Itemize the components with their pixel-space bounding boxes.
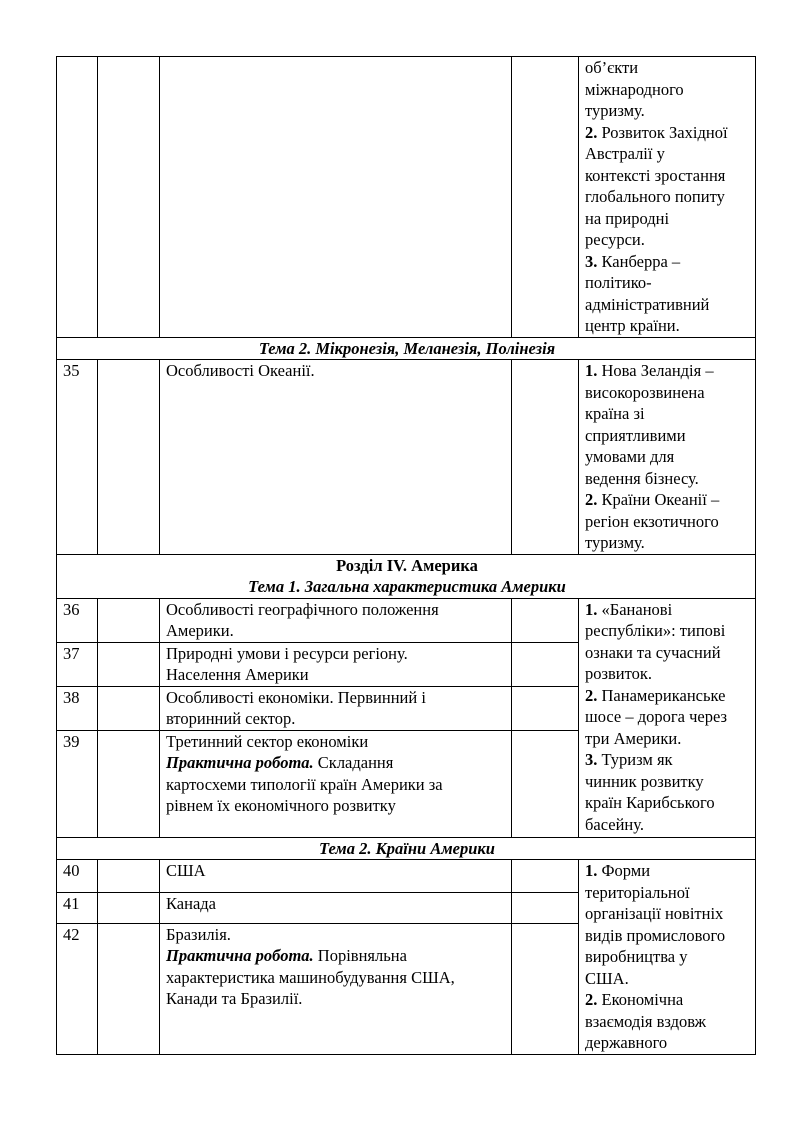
cell-date: [98, 598, 160, 642]
note-item: 1. Форми: [585, 861, 651, 880]
cell-topic: [160, 686, 512, 730]
note-line: виробництва у: [585, 947, 688, 966]
cell-topic: [160, 642, 512, 686]
note-line: державного: [585, 1033, 668, 1052]
note-line: міжнародного: [585, 79, 684, 99]
topic-line: характеристика машинобудування США,: [166, 967, 455, 987]
note-line: три Америки.: [585, 728, 682, 748]
cell-extra: [512, 642, 579, 686]
topic-title: Тема 1. Загальна характеристика Америки: [248, 577, 566, 596]
note-line: ознаки та сучасний: [585, 642, 721, 662]
note-line: сприятливими: [585, 425, 686, 445]
cell-extra: [512, 360, 579, 555]
curriculum-table: [56, 56, 756, 1055]
topic-line: Населення Америки: [166, 665, 309, 684]
table-row: [57, 360, 756, 555]
table-row: [57, 598, 756, 642]
cell-num: 40: [57, 860, 98, 893]
topic-line: Третинний сектор економіки: [166, 731, 369, 751]
cell-num: 35: [57, 360, 98, 555]
table-row-continued: [57, 57, 756, 338]
cell-num: 39: [57, 730, 98, 837]
note-line: контексті зростання: [585, 165, 726, 185]
note-line: умовами для: [585, 447, 675, 466]
topic-title: Тема 2. Мікронезія, Меланезія, Полінезія: [57, 337, 756, 360]
table-row: [57, 860, 756, 893]
note-item: 2. Панамериканське: [585, 685, 726, 705]
note-line: високорозвинена: [585, 382, 705, 402]
note-item: 2. Розвиток Західної: [585, 122, 728, 142]
note-item: 1. «Бананові: [585, 599, 673, 619]
note-item: 3. Канберра –: [585, 251, 681, 271]
note-line: політико-: [585, 273, 652, 292]
note-line: об’єкти: [585, 58, 639, 77]
cell-date: [98, 923, 160, 1054]
cell-topic: США: [160, 860, 512, 893]
topic-line: Особливості географічного положення: [166, 599, 439, 619]
note-line: розвиток.: [585, 664, 653, 683]
cell-extra: [512, 893, 579, 924]
note-line: країн Карибського: [585, 793, 715, 812]
cell-num: 36: [57, 598, 98, 642]
note-line: регіон екзотичного: [585, 511, 719, 531]
topic-line: Канади та Бразилії.: [166, 989, 303, 1008]
note-line: Австралії у: [585, 144, 665, 163]
note-line: туризму.: [585, 101, 645, 120]
cell-topic: [160, 730, 512, 837]
cell-date: [98, 360, 160, 555]
note-line: басейну.: [585, 814, 644, 834]
practical-work: Практична робота. Складання: [166, 753, 394, 772]
cell-topic: [160, 57, 512, 338]
note-line: центр країни.: [585, 316, 680, 335]
topic-title: Тема 2. Країни Америки: [57, 837, 756, 860]
cell-num: 42: [57, 923, 98, 1054]
cell-topic: [160, 598, 512, 642]
note-item: 3. Туризм як: [585, 750, 673, 769]
cell-notes: [579, 360, 756, 555]
cell-num: 37: [57, 642, 98, 686]
cell-extra: [512, 923, 579, 1054]
topic-line: вторинний сектор.: [166, 709, 296, 728]
topic-row: [57, 337, 756, 360]
cell-date: [98, 686, 160, 730]
cell-num: 41: [57, 893, 98, 924]
practical-work: Практична робота. Порівняльна: [166, 946, 407, 965]
note-line: видів промислового: [585, 925, 726, 945]
cell-topic: Канада: [160, 893, 512, 924]
cell-num: [57, 57, 98, 338]
cell-date: [98, 893, 160, 924]
cell-notes: [579, 860, 756, 1055]
cell-extra: [512, 730, 579, 837]
cell-date: [98, 860, 160, 893]
cell-topic: [160, 923, 512, 1054]
section-title: Розділ IV. Америка: [336, 555, 478, 575]
cell-extra: [512, 57, 579, 338]
cell-extra: [512, 860, 579, 893]
cell-date: [98, 730, 160, 837]
note-line: територіальної: [585, 882, 690, 902]
cell-notes: [579, 57, 756, 338]
cell-date: [98, 642, 160, 686]
cell-date: [98, 57, 160, 338]
topic-line: рівнем їх економічного розвитку: [166, 796, 396, 815]
section-row: [57, 554, 756, 598]
note-item: 1. Нова Зеландія –: [585, 361, 714, 380]
topic-line: Америки.: [166, 621, 234, 640]
topic-row: [57, 837, 756, 860]
note-line: країна зі: [585, 404, 645, 423]
note-item: 2. Економічна: [585, 990, 684, 1009]
note-line: організації новітніх: [585, 904, 724, 923]
topic-line: картосхеми типології країн Америки за: [166, 774, 443, 794]
note-line: ведення бізнесу.: [585, 468, 699, 488]
topic-line: Природні умови і ресурси регіону.: [166, 643, 408, 663]
note-line: взаємодія вздовж: [585, 1011, 706, 1031]
note-line: республіки»: типові: [585, 621, 726, 640]
note-line: туризму.: [585, 533, 645, 552]
note-line: США.: [585, 968, 629, 988]
note-line: ресурси.: [585, 230, 645, 249]
cell-extra: [512, 598, 579, 642]
cell-topic: Особливості Океанії.: [160, 360, 512, 555]
topic-line: Особливості економіки. Первинний і: [166, 687, 426, 707]
cell-num: 38: [57, 686, 98, 730]
note-line: адміністративний: [585, 294, 710, 314]
cell-extra: [512, 686, 579, 730]
note-line: глобального попиту: [585, 187, 725, 206]
note-line: чинник розвитку: [585, 771, 704, 791]
topic-line: Бразилія.: [166, 924, 231, 944]
section-header: [57, 554, 756, 598]
note-line: на природні: [585, 208, 670, 228]
note-item: 2. Країни Океанії –: [585, 490, 720, 509]
note-line: шосе – дорога через: [585, 707, 727, 726]
cell-notes: [579, 598, 756, 837]
